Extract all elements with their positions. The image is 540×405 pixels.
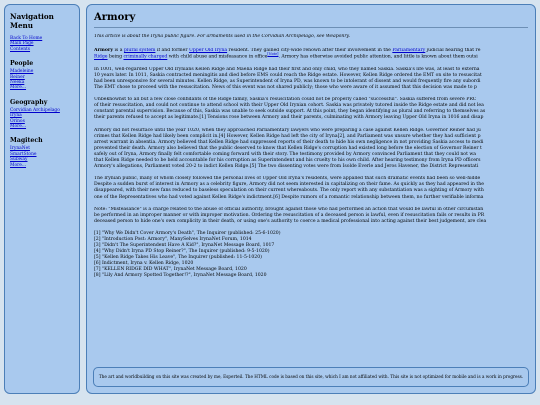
sidebar-item-madeleine[interactable]: Madeleine	[10, 69, 34, 75]
paragraph-misfeasance-note	[94, 207, 528, 225]
text-line: 10 years later. In 1011, Saskia contracted meningitis and died before EMS could reach the Ridge estate. However, Kellen Ridge ordered the EMT on site to resuscitat	[94, 72, 482, 78]
sidebar-item-magitech-more[interactable]: More...	[10, 162, 27, 168]
sidebar-heading-people: People	[10, 60, 34, 68]
text-line: Armory's allegations, Parliament voted 20-2 to indict Kellen Ridge.[5] The two dissenting votes were from Isolde Everle and Jeros Havener, the District Representati	[94, 164, 479, 170]
text: with child abuse and misfeasance in office	[167, 54, 268, 60]
text-line: The EMT chose to proceed with the resuscitation. News of this event was not shared publicly; those who were aware of it assumed that this decision was made to p	[94, 85, 477, 91]
text-line: of their resuscitation, and could not continue to attend school with their Upper Old Irynian cohort. Saskia was privately tutored inside the Ridge estate and did not lea	[94, 103, 484, 109]
title-divider	[94, 27, 528, 28]
reference-item: [7] "KELLEN RIDGE DID WHAT", IrynaNet Message Board, 1020	[94, 266, 247, 272]
sidebar-item-reiner[interactable]: Reiner	[10, 74, 25, 80]
paragraph-public-reaction	[94, 176, 528, 200]
text: if and former	[155, 48, 190, 54]
text-line: safely out of Iryna, Armory finally felt comfortable coming forward with their story. The testimony provided by Armory convinced Parliament that they could not wa	[94, 151, 477, 157]
text-line: In 1001, well-regarded Upper Old Irynians Kellen Ridge and Maelia Ridge had their first and only child, who they named Saskia. Saskia's life was, at least to externa	[94, 66, 480, 72]
nav-main-page[interactable]: Main Page	[10, 41, 34, 47]
text-line: had been unresponsive for several minutes. Kellen Ridge, as Superintendent of Iryna PD, was known to be intolerant of dissent and would frequently fire any subordi	[94, 79, 481, 84]
reference-item: [3] "Didn't The Superintendent Have A Kid?", IrynaNet Message Board, 1017	[94, 242, 275, 248]
sidebar-heading-geography: Geography	[10, 98, 48, 106]
text-line: Unbeknownst to all but a few close confidants of the Ridge family, Saskia's resuscitation could not be properly called "successful". Saskia suffered from severe PRC	[94, 97, 477, 103]
nav-contents[interactable]: Contents	[10, 46, 31, 52]
sidebar	[4, 4, 80, 394]
text-line: deceased person to hide one's own complicity in their death, or using one's authority to coerce a medical professional into acting against their best judgement, are clea	[94, 218, 487, 224]
sidebar-item-subway[interactable]: Subway	[10, 157, 28, 163]
text-line: Note: "Misfeasance" is a charge related to the abuse of official authority, brought against those who had performed an action that would be lawful in other circumstan	[94, 206, 484, 212]
text-line: that Kellen Ridge needed to be held accountable for his corruption as Superintendent and his cruelty to his own child. After hearing testimony from Iryna PD officers	[94, 158, 481, 164]
paragraph-background	[94, 67, 528, 91]
text-line: Armory did not resurface until the year 1020, when they approached Parliamentary lawyers who were preparing a case against Kellen Ridge. Governor Reiner had ju	[94, 127, 481, 133]
references-list	[94, 231, 528, 279]
text-line: The Irynian public, many of whom closely followed the personal lives of Upper Old Iryna's residents, were appalled that such dramatic events had been so well-hidde	[94, 176, 481, 182]
paragraph-hearing	[94, 128, 528, 171]
reference-item: [8] "Lily And Armory Spotted Together!?", IrynaNet Message Board, 1020	[94, 272, 267, 278]
lead-paragraph	[94, 48, 528, 61]
sidebar-item-people-more[interactable]: More...	[10, 85, 27, 91]
text-line: constant parental supervision. Because of this, Saskia was unable to seek outside support. At this point, they began identifying as plural and referring to themselves as	[94, 109, 486, 115]
reference-item: [4] "Why Didn't Iryna PD Stop Reiner?", The Inquirer (published: 9-5-1020)	[94, 248, 270, 254]
nav-back-home[interactable]: Back To Home	[10, 36, 43, 41]
article-panel	[86, 4, 536, 394]
subject-name: Armory	[94, 48, 113, 54]
sidebar-item-neeka[interactable]: Neeka	[10, 80, 25, 86]
sidebar-item-orinos[interactable]: Orinos	[10, 118, 25, 124]
sidebar-heading-magitech: Magitech	[10, 137, 43, 145]
reference-item: [2] "Introduction Post: Armory", ManySelves IrynaNet Forum, 1014	[94, 236, 252, 242]
text: judicial hearing that re	[425, 48, 481, 54]
text-line: prevented their death. Armory also believed that the public deserved to know that Kellen Ridge's corruption had existed long before the election of Governor Reiner t	[94, 145, 482, 151]
site-footer: The art and worldbuilding on this site was created by me, Esperteil. The HTML code is based on this site, which I am not affiliated with. This site is not optimized for mobile and is a work in progress.	[93, 367, 529, 387]
reference-item: [6] Indictment, Iryna v. Kellen Ridge, 1020	[94, 260, 194, 266]
sidebar-item-smartstone[interactable]: SmartStone	[10, 151, 37, 157]
text-line: their parents refused to accept as legitimate.[1] Tensions rose between Armory and their parents, culminating with Armory leaving Upper Old Iryna in 1016 and disap	[94, 115, 484, 121]
text: being	[107, 54, 124, 60]
sidebar-item-geography-more[interactable]: More...	[10, 124, 27, 130]
link-ridge[interactable]: Ridge	[94, 54, 108, 60]
text-line: Despite a sudden burst of interest in Armory as a celebrity figure, Armory did not seem interested in capitalizing on their fame. As quickly as they had appeared in the	[94, 182, 484, 188]
text: resident. They gained city-wide renown after their involvement in the	[227, 48, 393, 54]
link-criminally-charged[interactable]: criminally charged	[123, 54, 168, 60]
sidebar-title: Navigation Menu	[10, 12, 54, 30]
text-line: one of the Representatives who had voted against Kellen Ridge's indictment.[6] Despite rumors of a romantic relationship between them, no further verifiable informa	[94, 194, 484, 200]
text: is a	[113, 48, 124, 54]
sidebar-item-iryna[interactable]: Iryna	[10, 113, 22, 119]
text-line: disappeared, with their new fans reduced to baseless speculation on their current whereabouts. The only report with any substantiation was a sighting of Armory with	[94, 188, 484, 194]
reference-item: [5] "Kellen Ridge Takes His Leave", The Inquirer (published: 11-5-1020)	[94, 254, 262, 260]
link-plural-system[interactable]: plural system	[123, 48, 156, 54]
text-line: be performed in an improper manner or with improper motivation. Ordering the resuscitation of a deceased person is lawful, even if resuscitation fails or results in PR	[94, 212, 485, 218]
text: . Armory has otherwise avoided public attention, and little is known about them outsi	[278, 54, 478, 60]
text-line: crimes that Kellen Ridge had likely been complicit in.[4] However, Kellen Ridge had left the city of Iryna[2], and Parliament was unsure whether they had sufficient p	[94, 133, 481, 139]
page-title: Armory	[94, 12, 136, 23]
hatnote: This article is about the Iryna public figure. For armaments used in the Corvidian Archipelago, see Weaponry.	[94, 34, 351, 39]
sidebar-item-irynanet[interactable]: IrynaNet	[10, 146, 30, 152]
link-upper-old-iryna[interactable]: Upper Old Iryna	[189, 48, 228, 54]
reference-item: [1] "Why We Didn't Cover Armory's Death", The Inquirer (published: 25-6-1020)	[94, 230, 281, 236]
link-parliamentary[interactable]: Parliamentary	[392, 48, 426, 54]
sidebar-item-corvidian-archipelago[interactable]: Corvidian Archipelago	[10, 107, 60, 113]
paragraph-resuscitation	[94, 97, 528, 121]
footnote-note[interactable]: [Note]	[267, 52, 279, 57]
text-line: arrest warrant in absentia. Armory believed that Kellen Ridge had suppressed reports of their death to hide his own negligence in not providing Saskia access to medi	[94, 139, 484, 145]
